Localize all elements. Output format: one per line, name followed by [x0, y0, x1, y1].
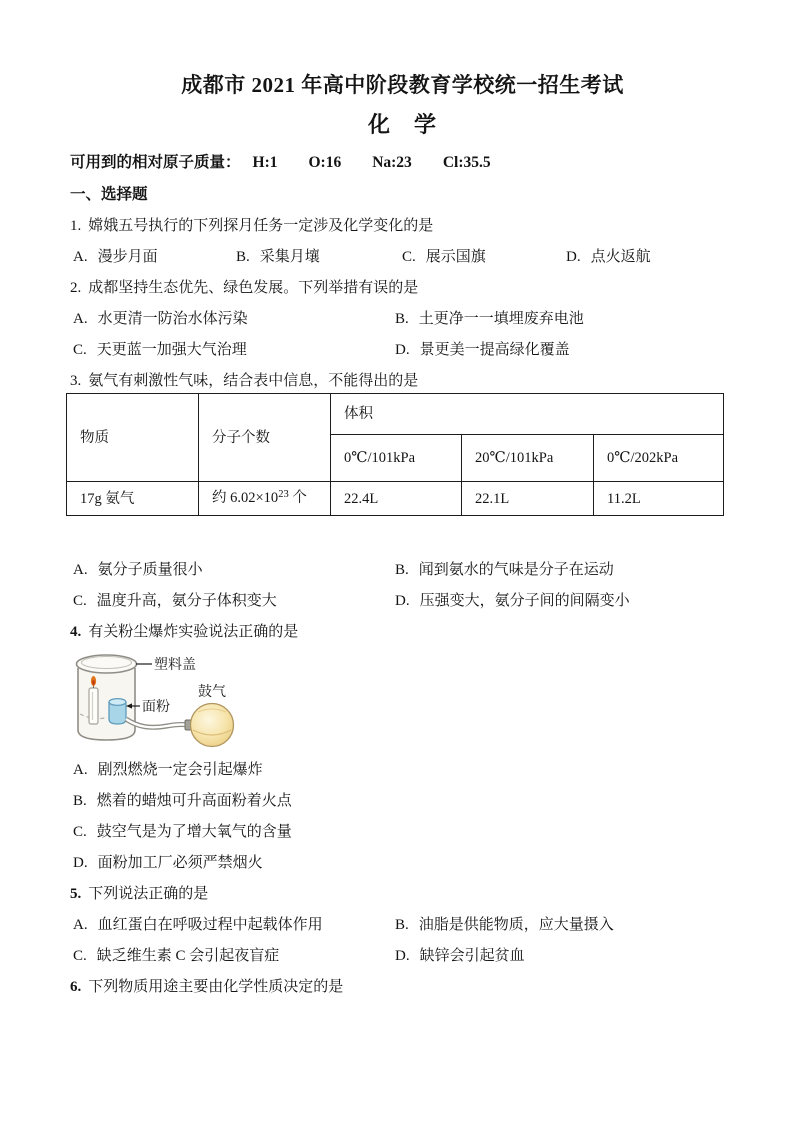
question-6-stem [70, 977, 735, 997]
section-heading: 一、选择题 [70, 186, 148, 203]
flour-label: 面粉 [142, 700, 170, 715]
option-2d [395, 340, 570, 360]
option-5b [395, 915, 614, 935]
dust-explosion-diagram [70, 648, 735, 756]
table-cell-molecule-count [199, 482, 331, 516]
question-3-text: 氨气有刺激性气味，结合表中信息，不能得出的是 [88, 373, 419, 389]
option-3d-text: 压强变大，氨分子间的间隔变小 [419, 593, 630, 609]
option-4b-label: B. [73, 793, 87, 809]
option-3b-text: 闻到氨水的气味是分子在运动 [418, 562, 614, 578]
option-3c-text: 温度升高，氨分子体积变大 [96, 593, 277, 609]
option-2a [73, 309, 395, 329]
plastic-lid-icon [77, 655, 137, 673]
atomic-mass-o: O:16 [308, 154, 342, 171]
option-5a-text: 血红蛋白在呼吸过程中起载体作用 [97, 917, 323, 933]
option-2c-label: C. [73, 342, 87, 358]
option-2a-label: A. [73, 311, 88, 327]
option-4b [73, 791, 292, 811]
option-3a-label: A. [73, 562, 88, 578]
option-3b [395, 560, 614, 580]
option-3d-label: D. [395, 593, 410, 609]
option-4a [73, 760, 263, 780]
option-4c-label: C. [73, 824, 87, 840]
option-5d-label: D. [395, 948, 410, 964]
question-5-text: 下列说法正确的是 [88, 886, 209, 902]
option-1a-label: A. [73, 249, 88, 265]
option-1c-label: C. [402, 249, 416, 265]
table-header-condition-3: 0℃/202kPa [594, 435, 724, 482]
option-4a-text: 剧烈燃烧一定会引起爆炸 [97, 762, 263, 778]
question-5-options-ab [70, 915, 735, 935]
option-5a [73, 915, 395, 935]
table-header-condition-2: 20℃/101kPa [462, 435, 594, 482]
option-1b [236, 247, 402, 267]
option-2d-text: 景更美一提高绿化覆盖 [419, 342, 570, 358]
question-1-text: 嫦娥五号执行的下列探月任务一定涉及化学变化的是 [88, 218, 434, 234]
option-3c [73, 591, 395, 611]
question-1-options [70, 247, 735, 267]
option-5b-label: B. [395, 917, 409, 933]
question-2-text: 成都坚持生态优先、绿色发展。下列举措有误的是 [88, 280, 419, 296]
question-4-number: 4. [70, 624, 82, 640]
question-4-option-c-row [70, 822, 735, 842]
atomic-mass-cl: Cl:35.5 [442, 154, 491, 171]
option-1c-text: 展示国旗 [425, 249, 486, 265]
atomic-mass-label: 可用到的相对原子质量： [70, 154, 241, 171]
option-4d [73, 853, 263, 873]
ammonia-info-table [66, 393, 724, 516]
table-cell-volume-1: 22.4L [331, 482, 462, 516]
table-header-molecule-count: 分子个数 [199, 394, 331, 482]
option-2a-text: 水更清一防治水体污染 [97, 311, 248, 327]
question-6-text: 下列物质用途主要由化学性质决定的是 [88, 979, 344, 995]
option-3d [395, 591, 630, 611]
option-5b-text: 油脂是供能物质，应大量摄入 [418, 917, 614, 933]
option-5d-text: 缺锌会引起贫血 [419, 948, 525, 964]
question-4-text: 有关粉尘爆炸实验说法正确的是 [88, 624, 299, 640]
option-4d-label: D. [73, 855, 88, 871]
atomic-mass-line [70, 153, 735, 173]
option-1d-label: D. [566, 249, 581, 265]
option-4c [73, 822, 292, 842]
option-4b-text: 燃着的蜡烛可升高面粉着火点 [96, 793, 292, 809]
question-6-number: 6. [70, 979, 82, 995]
question-2-stem [70, 278, 735, 298]
table-header-volume: 体积 [331, 394, 724, 435]
question-4-option-b-row [70, 791, 735, 811]
dust-explosion-figure [72, 648, 312, 756]
question-4-option-d-row [70, 853, 735, 873]
question-3-stem [70, 371, 735, 391]
question-3-options-cd [70, 591, 735, 611]
option-4d-text: 面粉加工厂必须严禁烟火 [97, 855, 263, 871]
plastic-lid-label: 塑料盖 [154, 658, 196, 673]
subject-title: 化 学 [367, 112, 437, 137]
option-3a-text: 氨分子质量很小 [97, 562, 203, 578]
flour-cup-icon [109, 699, 126, 724]
table-cell-volume-3: 11.2L [594, 482, 724, 516]
option-4c-text: 鼓空气是为了增大氧气的含量 [96, 824, 292, 840]
question-4-stem [70, 622, 735, 642]
option-1a [73, 247, 236, 267]
option-5c-label: C. [73, 948, 87, 964]
question-1-stem [70, 216, 735, 236]
option-1a-text: 漫步月面 [97, 249, 158, 265]
question-1-number: 1. [70, 218, 82, 234]
table-cell-substance: 17g 氨气 [67, 482, 199, 516]
atomic-mass-na: Na:23 [372, 154, 412, 171]
option-5c [73, 946, 395, 966]
option-1b-label: B. [236, 249, 250, 265]
option-1c [402, 247, 566, 267]
option-5a-label: A. [73, 917, 88, 933]
table-header-condition-1: 0℃/101kPa [331, 435, 462, 482]
molecule-count-base: 约 6.02×10 [212, 489, 279, 506]
option-3a [73, 560, 395, 580]
option-3c-label: C. [73, 593, 87, 609]
question-2-number: 2. [70, 280, 82, 296]
option-1d [566, 247, 651, 267]
molecule-count-suffix: 个 [288, 489, 307, 506]
page-title: 成都市 2021 年高中阶段教育学校统一招生考试 [181, 73, 624, 97]
table-header-substance: 物质 [67, 394, 199, 482]
option-1b-text: 采集月壤 [259, 249, 320, 265]
air-bulb-icon [191, 704, 234, 747]
question-4-option-a-row [70, 760, 735, 780]
question-3-number: 3. [70, 373, 82, 389]
blow-air-label: 鼓气 [198, 685, 226, 700]
option-1d-text: 点火返航 [590, 249, 651, 265]
air-tube-icon [126, 719, 192, 730]
option-3b-label: B. [395, 562, 409, 578]
option-2c [73, 340, 395, 360]
question-5-number: 5. [70, 886, 82, 902]
table-cell-volume-2: 22.1L [462, 482, 594, 516]
option-2b-label: B. [395, 311, 409, 327]
option-2b [395, 309, 584, 329]
question-3-options-ab [70, 560, 735, 580]
option-4a-label: A. [73, 762, 88, 778]
option-5d [395, 946, 525, 966]
molecule-count-exponent: 23 [278, 489, 289, 500]
option-2d-label: D. [395, 342, 410, 358]
atomic-mass-h: H:1 [252, 154, 278, 171]
option-5c-text: 缺乏维生素 C 会引起夜盲症 [96, 948, 280, 964]
question-2-options-ab [70, 309, 735, 329]
option-2c-text: 天更蓝一加强大气治理 [96, 342, 247, 358]
question-2-options-cd [70, 340, 735, 360]
option-2b-text: 土更净一一填埋废弃电池 [418, 311, 584, 327]
question-5-options-cd [70, 946, 735, 966]
question-5-stem [70, 884, 735, 904]
